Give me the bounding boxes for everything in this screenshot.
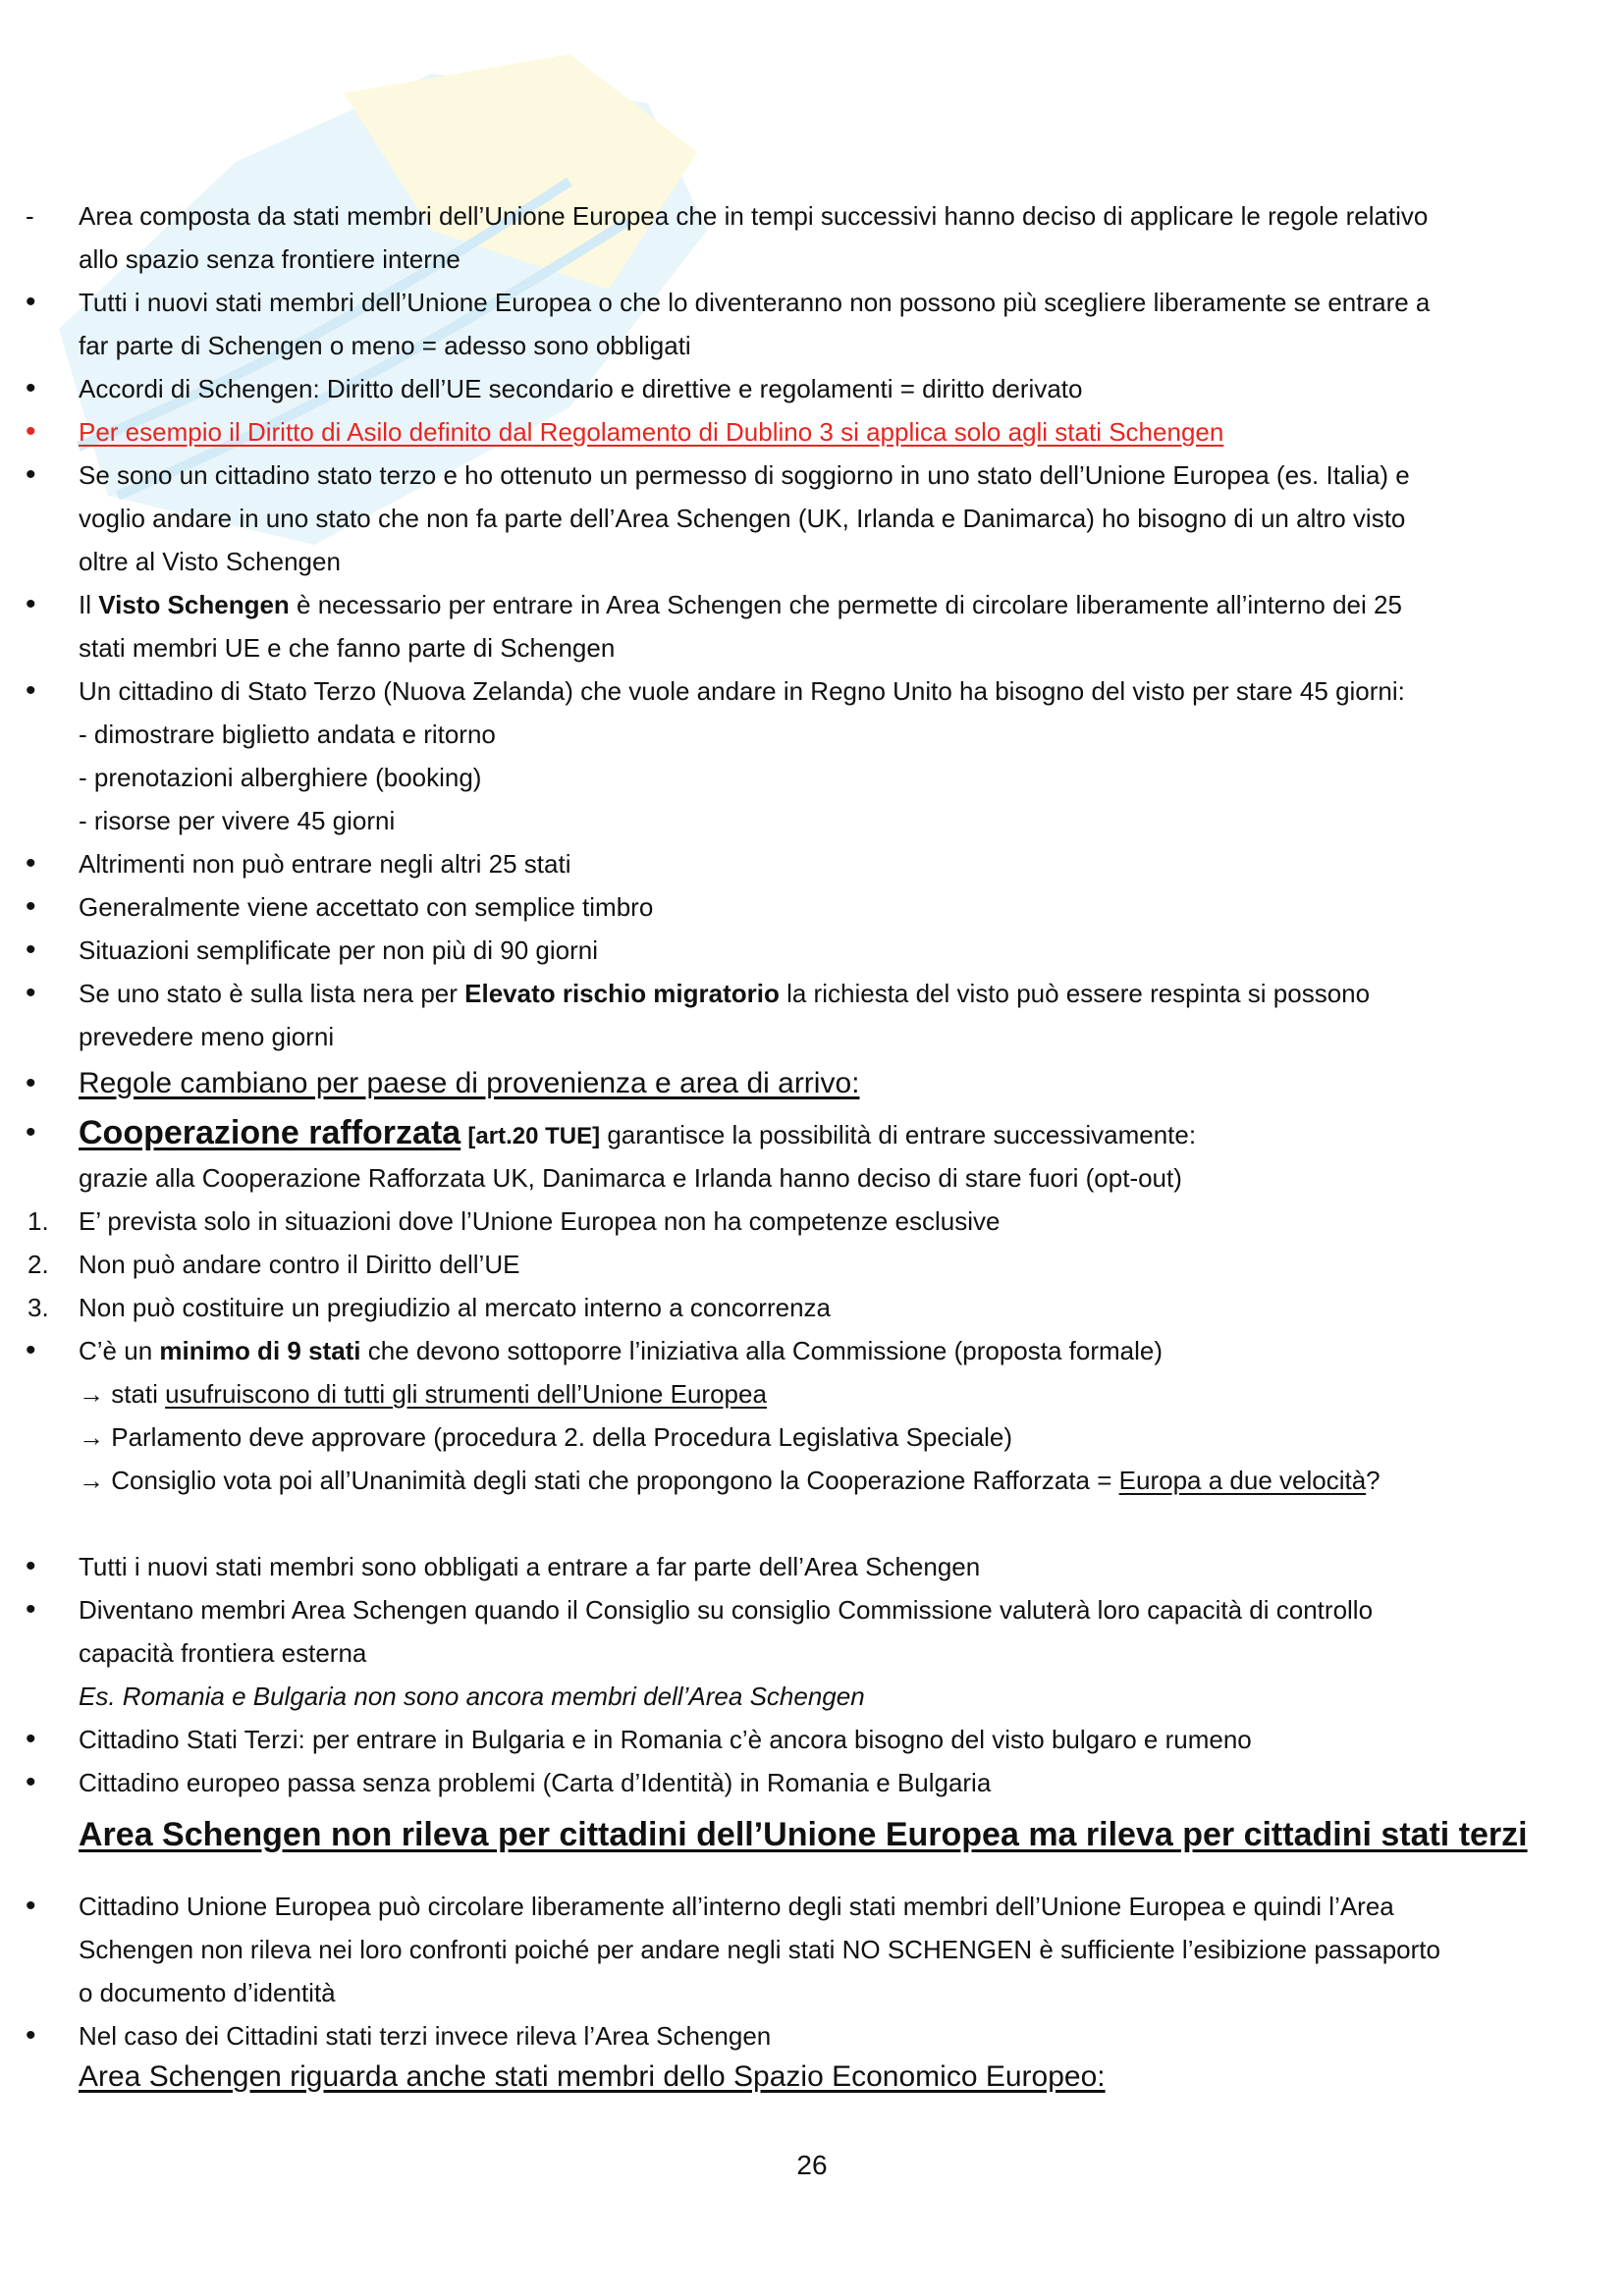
list-item: • Tutti i nuovi stati membri dell’Unione Europea o che lo diventeranno non possono più scegliere liberamente se entrare a [0, 281, 1624, 324]
list-item: • Tutti i nuovi stati membri sono obbligati a entrare a far parte dell’Area Schengen [0, 1545, 1624, 1588]
page-number: 26 [796, 2150, 828, 2180]
term-rischio-migratorio: Elevato rischio migratorio [464, 979, 780, 1008]
bullet-marker: • [26, 372, 36, 404]
bullet-marker: • [26, 1550, 36, 1582]
bullet-marker: • [26, 1067, 36, 1099]
list-item-continuation: Schengen non rileva nei loro confronti poiché per andare negli stati NO SCHENGEN è sufficiente l’esibizione passaporto [79, 1935, 1440, 1964]
bullet-marker: • [26, 847, 36, 880]
list-item: • Nel caso dei Cittadini stati terzi invece rileva l’Area Schengen [0, 2014, 1624, 2057]
sub-list-item: - risorse per vivere 45 giorni [79, 806, 396, 835]
section-subheading: • Regole cambiano per paese di provenienza e area di arrivo: [0, 1062, 1624, 1105]
bullet-marker: • [26, 2019, 36, 2052]
list-item-continuation: allo spazio senza frontiere interne [79, 244, 460, 274]
bullet-marker: • [26, 890, 36, 923]
numbered-item: 2. Non può andare contro il Diritto dell’UE [0, 1243, 1624, 1286]
arrow-right-icon: → [79, 1466, 104, 1495]
section-subheading: Area Schengen riguarda anche stati membri dello Spazio Economico Europeo: [79, 2060, 1106, 2093]
list-item: - Area composta da stati membri dell’Unione Europea che in tempi successivi hanno deciso di applicare le regole relativo [0, 194, 1624, 238]
list-item: • Cittadino Stati Terzi: per entrare in Bulgaria e in Romania c’è ancora bisogno del visto bulgaro e rumeno [0, 1718, 1624, 1761]
bullet-marker: • [26, 415, 36, 448]
list-item: • Se sono un cittadino stato terzo e ho ottenuto un permesso di soggiorno in uno stato dell’Unione Europea (es. Italia) e [0, 454, 1624, 497]
list-item-continuation: oltre al Visto Schengen [79, 547, 341, 576]
number-marker: 1. [27, 1206, 49, 1236]
list-item: • C’è un minimo di 9 stati che devono sottoporre l’iniziativa alla Commissione (proposta formale) [0, 1329, 1624, 1372]
dash-marker: - [26, 201, 34, 231]
list-item: • Generalmente viene accettato con semplice timbro [0, 885, 1624, 929]
numbered-item: 3. Non può costituire un pregiudizio al mercato interno a concorrenza [0, 1286, 1624, 1329]
list-item: • Diventano membri Area Schengen quando il Consiglio su consiglio Commissione valuterà loro capacità di controllo [0, 1588, 1624, 1631]
list-item-highlight-red: • Per esempio il Diritto di Asilo definito dal Regolamento di Dublino 3 si applica solo agli stati Schengen [0, 410, 1624, 454]
number-marker: 3. [27, 1293, 49, 1322]
term-minimo-stati: minimo di 9 stati [159, 1336, 361, 1365]
list-item: • Se uno stato è sulla lista nera per Elevato rischio migratorio la richiesta del visto può essere respinta si possono [0, 972, 1624, 1015]
list-item-continuation: capacità frontiera esterna [79, 1638, 367, 1668]
sub-list-item: - prenotazioni alberghiere (booking) [79, 763, 482, 792]
list-item: • Il Visto Schengen è necessario per entrare in Area Schengen che permette di circolare liberamente all’interno dei 25 [0, 583, 1624, 626]
bullet-marker: • [26, 1116, 36, 1148]
arrow-item: → Parlamento deve approvare (procedura 2. della Procedura Legislativa Speciale) [79, 1422, 1012, 1452]
bullet-marker: • [26, 588, 36, 620]
bullet-marker: • [26, 934, 36, 966]
section-heading-cooperazione: • Cooperazione rafforzata [art.20 TUE] garantisce la possibilità di entrare successivamente: [0, 1111, 1624, 1154]
bullet-marker: • [26, 1334, 36, 1366]
list-item: • Cittadino Unione Europea può circolare liberamente all’interno degli stati membri dell’Unione Europea e quindi l’Area [0, 1885, 1624, 1928]
list-item: • Altrimenti non può entrare negli altri 25 stati [0, 842, 1624, 885]
list-item-continuation: stati membri UE e che fanno parte di Schengen [79, 633, 616, 663]
list-item-continuation: voglio andare in uno stato che non fa parte dell’Area Schengen (UK, Irlanda e Danimarca) ho bisogno di un altro visto [79, 504, 1406, 533]
bullet-marker: • [26, 1593, 36, 1626]
bullet-marker: • [26, 1723, 36, 1755]
list-item-continuation: o documento d’identità [79, 1978, 336, 2007]
bullet-marker: • [26, 1766, 36, 1798]
section-heading-area-schengen: Area Schengen non rileva per cittadini dell’Unione Europea ma rileva per cittadini stati terzi [79, 1816, 1528, 1853]
list-item-continuation: prevedere meno giorni [79, 1022, 335, 1051]
arrow-item: → Consiglio vota poi all’Unanimità degli stati che propongono la Cooperazione Rafforzata = Europa a due velocità? [79, 1466, 1380, 1495]
bullet-marker: • [26, 458, 36, 491]
numbered-item: 1. E’ prevista solo in situazioni dove l’Unione Europea non ha competenze esclusive [0, 1200, 1624, 1243]
arrow-right-icon: → [79, 1422, 104, 1452]
bullet-marker: • [26, 286, 36, 318]
number-marker: 2. [27, 1250, 49, 1279]
term-visto-schengen: Visto Schengen [98, 590, 290, 619]
arrow-right-icon: → [79, 1379, 104, 1409]
bullet-marker: • [26, 1890, 36, 1922]
list-item: • Un cittadino di Stato Terzo (Nuova Zelanda) che vuole andare in Regno Unito ha bisogno del visto per stare 45 giorni: [0, 669, 1624, 713]
bullet-marker: • [26, 674, 36, 707]
list-item: • Cittadino europeo passa senza problemi (Carta d’Identità) in Romania e Bulgaria [0, 1761, 1624, 1804]
list-item: • Situazioni semplificate per non più di 90 giorni [0, 929, 1624, 972]
sub-list-item: - dimostrare biglietto andata e ritorno [79, 720, 496, 749]
list-item-continuation: grazie alla Cooperazione Rafforzata UK, Danimarca e Irlanda hanno deciso di stare fuori (opt-out) [79, 1163, 1182, 1193]
list-item-continuation: far parte di Schengen o meno = adesso sono obbligati [79, 331, 691, 360]
list-item: • Accordi di Schengen: Diritto dell’UE secondario e direttive e regolamenti = diritto derivato [0, 367, 1624, 410]
arrow-item: → stati usufruiscono di tutti gli strumenti dell’Unione Europea [79, 1379, 767, 1409]
example-note: Es. Romania e Bulgaria non sono ancora membri dell’Area Schengen [79, 1682, 865, 1711]
bullet-marker: • [26, 977, 36, 1009]
